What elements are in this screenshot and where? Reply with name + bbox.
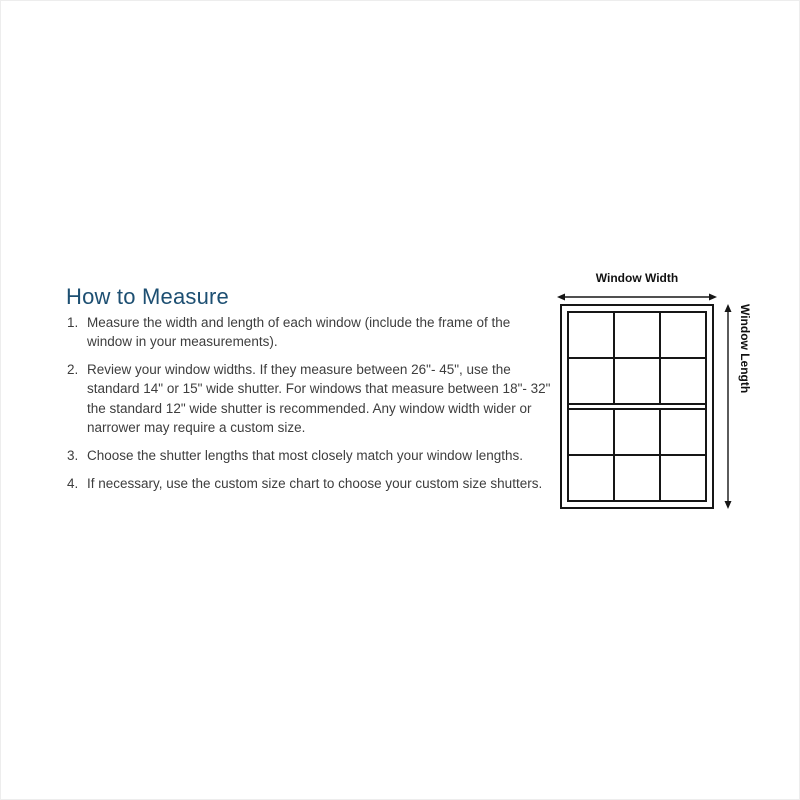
window-pane: [615, 359, 659, 403]
window-pane: [569, 313, 613, 357]
list-item: [67, 474, 553, 493]
list-item: [67, 360, 553, 437]
window-pane: [615, 313, 659, 357]
window-inner-frame: [567, 311, 707, 502]
page-title: How to Measure: [66, 283, 229, 309]
window-pane: [569, 456, 613, 500]
window-pane: [569, 359, 613, 403]
list-item: [67, 446, 553, 465]
window-bottom-sash: [569, 410, 705, 500]
window-pane: [569, 410, 613, 454]
step-number: 1.: [67, 315, 79, 330]
window-measure-diagram: [557, 271, 792, 513]
vertical-double-arrow-icon: [723, 304, 733, 509]
window-meeting-rail: [569, 403, 705, 410]
window-top-sash: [569, 313, 705, 403]
step-text: Choose the shutter lengths that most closely match your window lengths.: [87, 447, 523, 463]
window-pane: [661, 359, 705, 403]
window-frame: [560, 304, 714, 509]
step-text: Measure the width and length of each window (include the frame of the window in your measurements).: [87, 315, 511, 350]
list-item: [67, 313, 553, 351]
window-pane: [615, 410, 659, 454]
window-pane: [661, 456, 705, 500]
horizontal-double-arrow-icon: [557, 289, 717, 299]
window-pane: [661, 313, 705, 357]
window-length-label: Window Length: [738, 304, 752, 394]
step-text: Review your window widths. If they measure between 26"- 45", use the standard 14" or 15" wide shutter. For windows that measure between 18"- 32" the standard 12" wide shutter is recommended. Any window width wider or narrower may require a custom size.: [87, 362, 551, 435]
window-pane: [615, 456, 659, 500]
measure-steps-list: [67, 313, 553, 502]
window-width-label: Window Width: [595, 271, 679, 285]
step-number: 4.: [67, 476, 79, 492]
window-pane: [661, 410, 705, 454]
step-number: 3.: [67, 447, 79, 463]
step-text: If necessary, use the custom size chart to choose your custom size shutters.: [87, 476, 543, 492]
step-number: 2.: [67, 362, 79, 378]
